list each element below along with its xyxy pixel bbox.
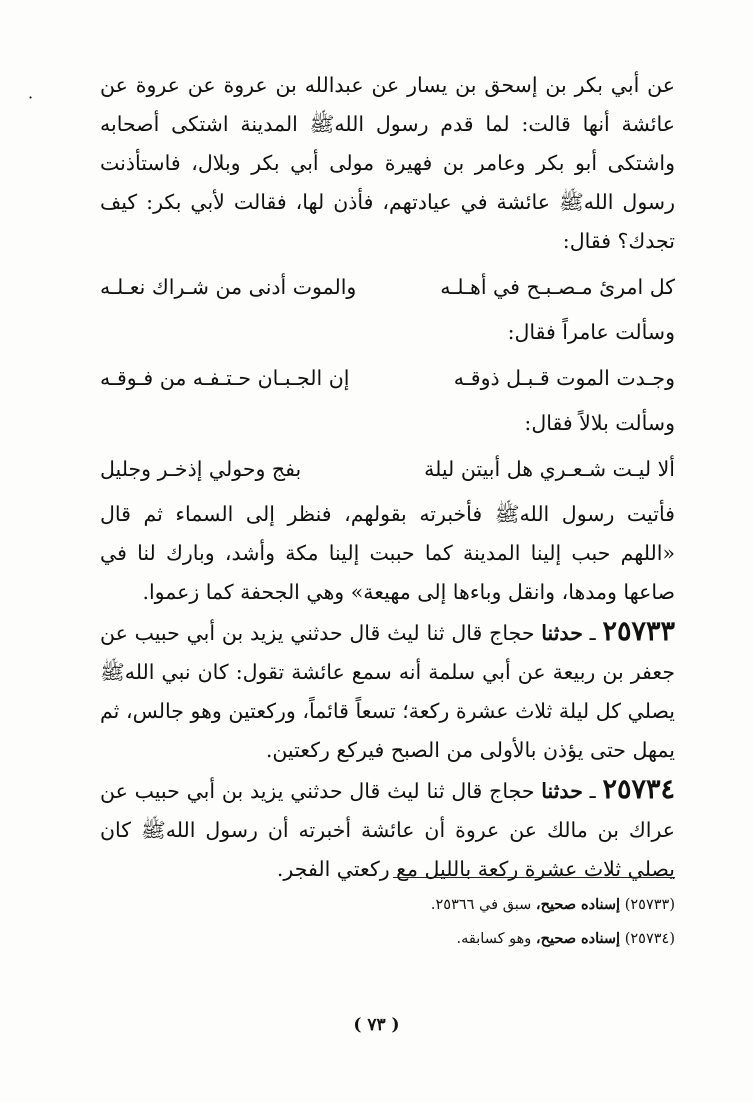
hadith-text: حجاج قال ثنا ليث قال حدثني يزيد بن أبي حبيب عن جعفر بن ربيعة عن أبي سلمة أنه سمع عائشة تقول: كان نبي اللهﷺ يصلي كل ليلة ثلاث عشرة ركعة؛ تسعاً قائماً، وركعتين وهو جالس، ثم يمهل حتى يؤذن بالأولى من الصبح فيركع ركعتين. (100, 621, 675, 762)
footnote-note: وهو كسابقه. (456, 931, 532, 947)
verse-2 (100, 352, 675, 404)
line-bilal: وسألت بلالاً فقال: (524, 411, 675, 435)
footnote-note: سبق في ٢٥٣٦٦. (430, 897, 532, 913)
intro-paragraph: عن أبي بكر بن إسحق بن يسار عن عبدالله بن عروة عن عروة عن عائشة أنها قالت: لما قدم رسول اللهﷺ المدينة اشتكى أصحابه واشتكى أبو بكر وعامر بن فهيرة مولى أبي بكر وبلال، فاستأذنت رسول اللهﷺ عائشة في عيادتهم، فأذن لها، فقالت لأبي بكر: كيف تجدك؟ فقال: (100, 73, 675, 253)
hadith-25734 (100, 770, 675, 889)
footnote-grade: إسناده صحيح، (535, 930, 621, 947)
main-text (100, 66, 675, 889)
verse-1 (100, 261, 675, 313)
verse-1-second-hemistich: والموت أدنى من شـراك نعـلـه (100, 274, 357, 299)
footnotes (100, 888, 675, 956)
hadith-text: حجاج قال ثنا ليث قال حدثني يزيد بن أبي حبيب عن عراك بن مالك عن عروة أن عائشة أخبرته أن رسول اللهﷺ كان يصلي ثلاث عشرة ركعة بالليل مع ركعتي الفجر. (100, 779, 675, 881)
line-amir: وسألت عامراً فقال: (507, 320, 675, 344)
page-number: ( ٧٣ ) (353, 1015, 400, 1035)
footnote-25733 (100, 888, 675, 922)
hadith-keyword: حدثنا (541, 621, 583, 645)
verse-3-first-hemistich: ألا ليـت شـعـري هل أبيتن ليلة (424, 456, 675, 481)
verse-2-first-hemistich: وجـدت الموت قـبـل ذوقـه (453, 365, 675, 390)
hadith-number: ٢٥٧٣٤ (602, 774, 675, 805)
footnote-ref: (٢٥٧٣٤) (624, 931, 675, 947)
closing-paragraph: فأتيت رسول اللهﷺ فأخبرته بقولهم، فنظر إلى السماء ثم قال «اللهم حبب إلينا المدينة كما حببت إلينا مكة وأشد، وبارك لنا في صاعها ومدها، وانقل وباءها إلى مهيعة» وهي الجحفة كما زعموا. (100, 502, 675, 604)
footnote-grade: إسناده صحيح، (535, 896, 621, 913)
verse-1-first-hemistich: كل امرئ مـصـبـح في أهـلـه (440, 274, 675, 299)
footnote-ref: (٢٥٧٣٣) (624, 897, 675, 913)
hadith-keyword: حدثنا (541, 779, 583, 803)
margin-mark: · (28, 88, 34, 107)
verse-2-second-hemistich: إن الجـبـان حـتـفـه من فـوقـه (100, 365, 350, 390)
verse-3 (100, 443, 675, 495)
hadith-dash: ـ (589, 779, 596, 803)
footnote-divider (393, 877, 675, 878)
hadith-25733 (100, 612, 675, 770)
verse-3-second-hemistich: بفج وحولي إذخـر وجليل (100, 456, 302, 481)
hadith-number: ٢٥٧٣٣ (602, 616, 675, 647)
hadith-dash: ـ (589, 621, 596, 645)
footnote-25734 (100, 922, 675, 956)
